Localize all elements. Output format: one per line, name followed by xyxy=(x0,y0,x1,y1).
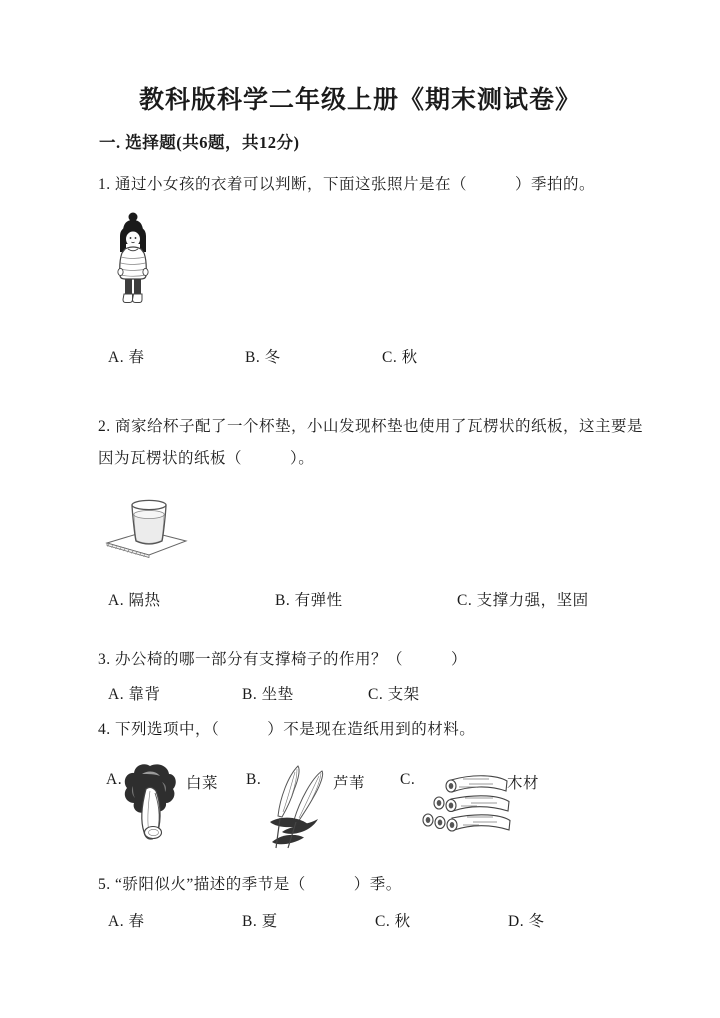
question-2-text-line1: 2. 商家给杯子配了一个杯垫，小山发现杯垫也使用了瓦楞状的纸板，这主要是 xyxy=(98,418,644,435)
glass-illustration-icon xyxy=(104,494,190,560)
question-3-option-b: B. 坐垫 xyxy=(242,686,294,703)
question-4-option-c-label: 木材 xyxy=(507,775,540,792)
girl-in-winter-clothes-illustration xyxy=(111,211,155,307)
question-2-option-a: A. 隔热 xyxy=(108,592,161,609)
reed-illustration-icon xyxy=(264,760,330,852)
question-5-option-a: A. 春 xyxy=(108,913,145,930)
question-1-option-b: B. 冬 xyxy=(245,349,281,366)
cabbage-illustration-icon xyxy=(122,762,178,848)
question-4-option-a-letter: A. xyxy=(106,771,123,788)
question-1-option-c: C. 秋 xyxy=(382,349,418,366)
question-3-option-c: C. 支架 xyxy=(368,686,420,703)
question-4-text: 4. 下列选项中，（ ）不是现在造纸用到的材料。 xyxy=(98,721,476,738)
question-1-text: 1. 通过小女孩的衣着可以判断，下面这张照片是在（ ）季拍的。 xyxy=(98,176,596,193)
question-5-text: 5. “骄阳似火”描述的季节是（ ）季。 xyxy=(98,876,402,893)
girl-illustration-icon xyxy=(111,211,155,307)
chinese-cabbage-illustration xyxy=(122,762,178,848)
question-1-option-a: A. 春 xyxy=(108,349,145,366)
question-2-text-line2: 因为瓦楞状的纸板（ ）。 xyxy=(98,450,315,467)
page-title: 教科版科学二年级上册《期末测试卷》 xyxy=(138,87,581,114)
question-5-option-c: C. 秋 xyxy=(375,913,411,930)
wood-logs-illustration xyxy=(419,770,511,842)
question-4-option-a-label: 白菜 xyxy=(186,775,219,792)
question-3-text: 3. 办公椅的哪一部分有支撑椅子的作用？（ ） xyxy=(98,651,468,668)
question-4-option-c-letter: C. xyxy=(400,771,416,788)
logs-illustration-icon xyxy=(419,770,511,842)
question-4-option-b-label: 芦苇 xyxy=(333,775,366,792)
reed-plant-illustration xyxy=(264,760,330,852)
question-2-option-b: B. 有弹性 xyxy=(275,592,343,609)
question-5-option-b: B. 夏 xyxy=(242,913,278,930)
question-3-option-a: A. 靠背 xyxy=(108,686,161,703)
question-4-option-b-letter: B. xyxy=(246,771,262,788)
section-header: 一. 选择题(共6题，共12分) xyxy=(99,133,300,152)
question-2-option-c: C. 支撑力强，坚固 xyxy=(457,592,589,609)
question-5-option-d: D. 冬 xyxy=(508,913,545,930)
glass-on-coaster-illustration xyxy=(104,494,190,560)
